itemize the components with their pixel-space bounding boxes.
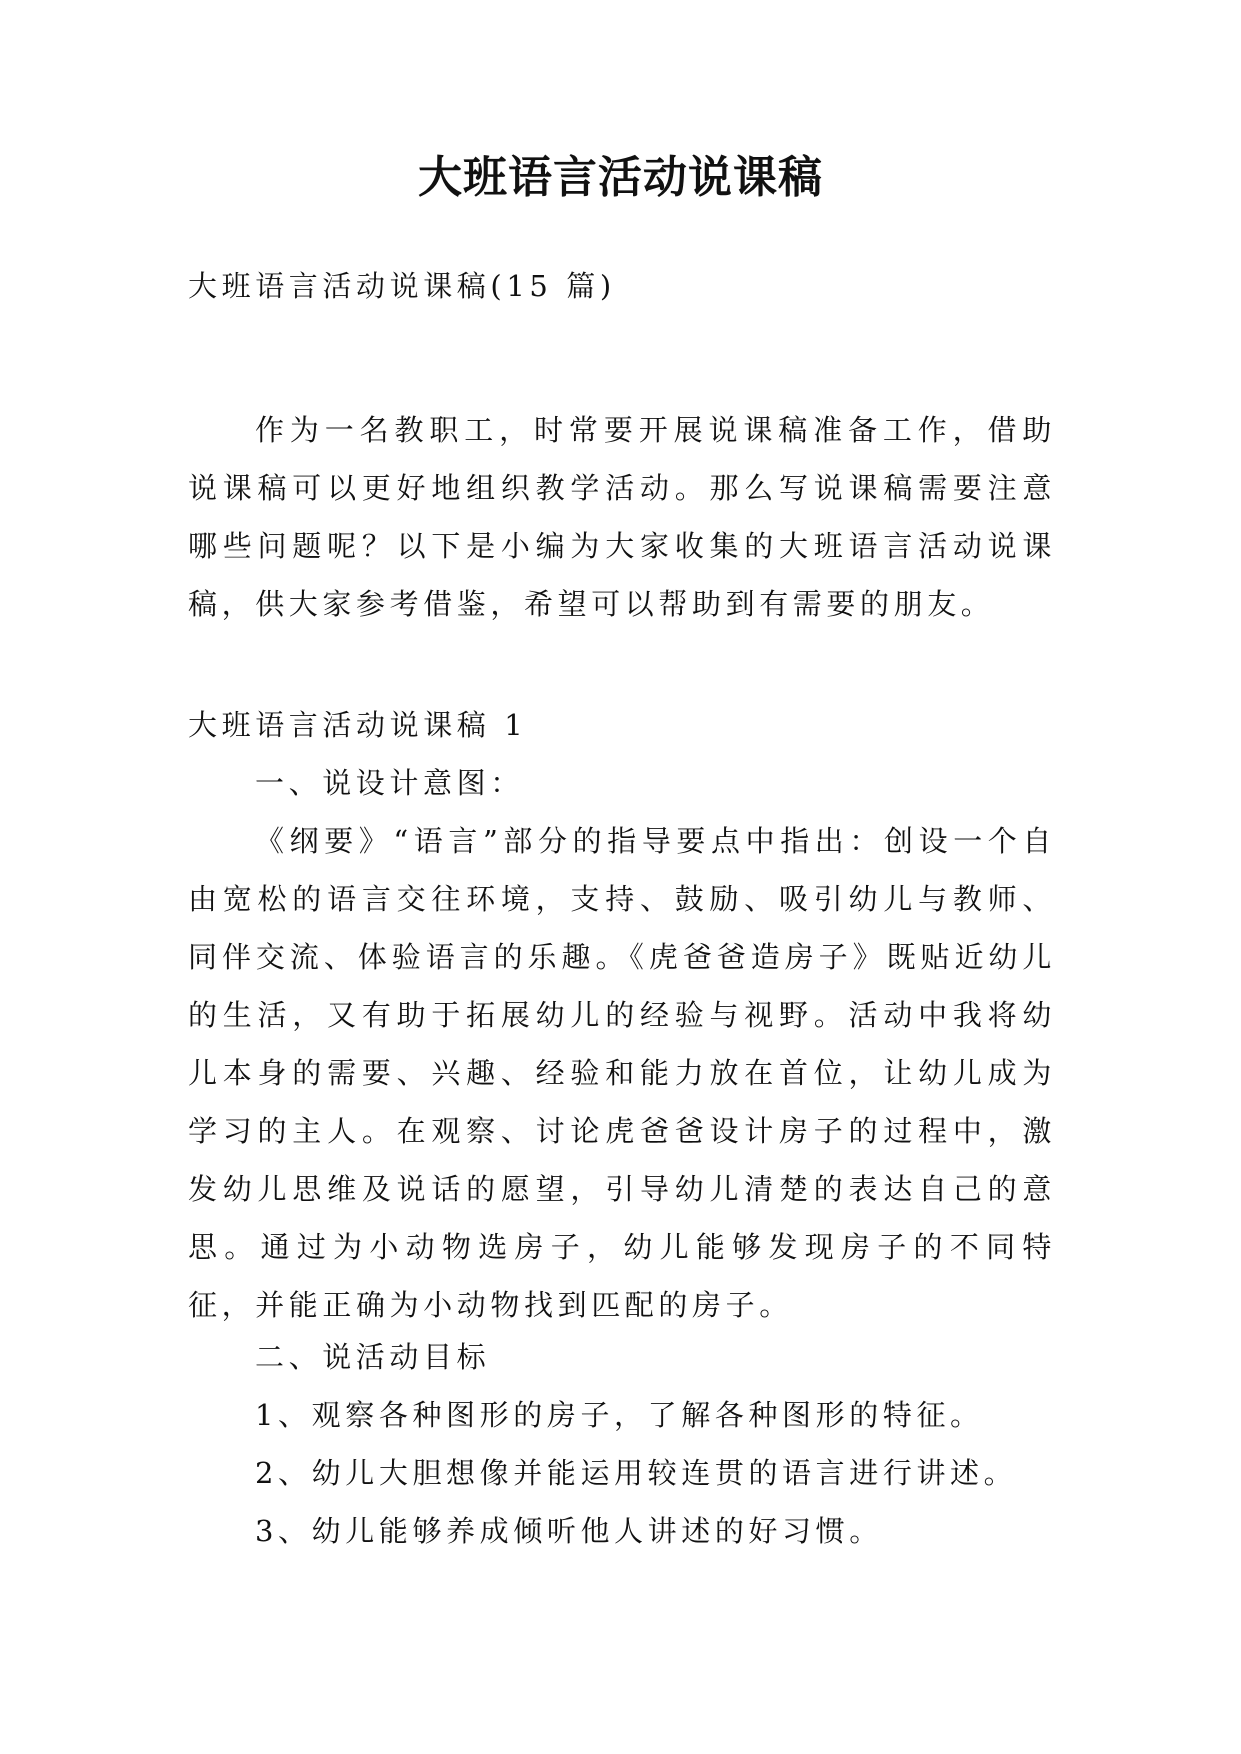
document-title: 大班语言活动说课稿: [418, 152, 823, 203]
design-intent-paragraph: 《纲要》“语言”部分的指导要点中指出：创设一个自由宽松的语言交往环境，支持、鼓励、吸引幼儿与教师、同伴交流、体验语言的乐趣。《虎爸爸造房子》既贴近幼儿的生活，又有助于拓展幼儿的经验与视野。活动中我将幼儿本身的需要、兴趣、经验和能力放在首位，让幼儿成为学习的主人。在观察、讨论虎爸爸设计房子的过程中，激发幼儿思维及说话的愿望，引导幼儿清楚的表达自己的意思。通过为小动物选房子，幼儿能够发现房子的不同特征，并能正确为小动物找到匹配的房子。: [188, 824, 1056, 1322]
goal-item-2: 2、幼儿大胆想像并能运用较连贯的语言进行讲述。: [255, 1456, 1018, 1490]
intro-paragraph: 作为一名教职工，时常要开展说课稿准备工作，借助说课稿可以更好地组织教学活动。那么写说课稿需要注意哪些问题呢？以下是小编为大家收集的大班语言活动说课稿，供大家参考借鉴，希望可以帮助到有需要的朋友。: [188, 413, 1056, 621]
goal-item-3: 3、幼儿能够养成倾听他人讲述的好习惯。: [255, 1514, 883, 1548]
section-heading: 大班语言活动说课稿 1: [188, 708, 528, 742]
document-subtitle: 大班语言活动说课稿(15 篇): [188, 269, 616, 303]
activity-goals-heading: 二、说活动目标: [255, 1340, 491, 1374]
goal-item-1: 1、观察各种图形的房子，了解各种图形的特征。: [255, 1398, 984, 1432]
design-intent-heading: 一、说设计意图：: [255, 766, 524, 800]
